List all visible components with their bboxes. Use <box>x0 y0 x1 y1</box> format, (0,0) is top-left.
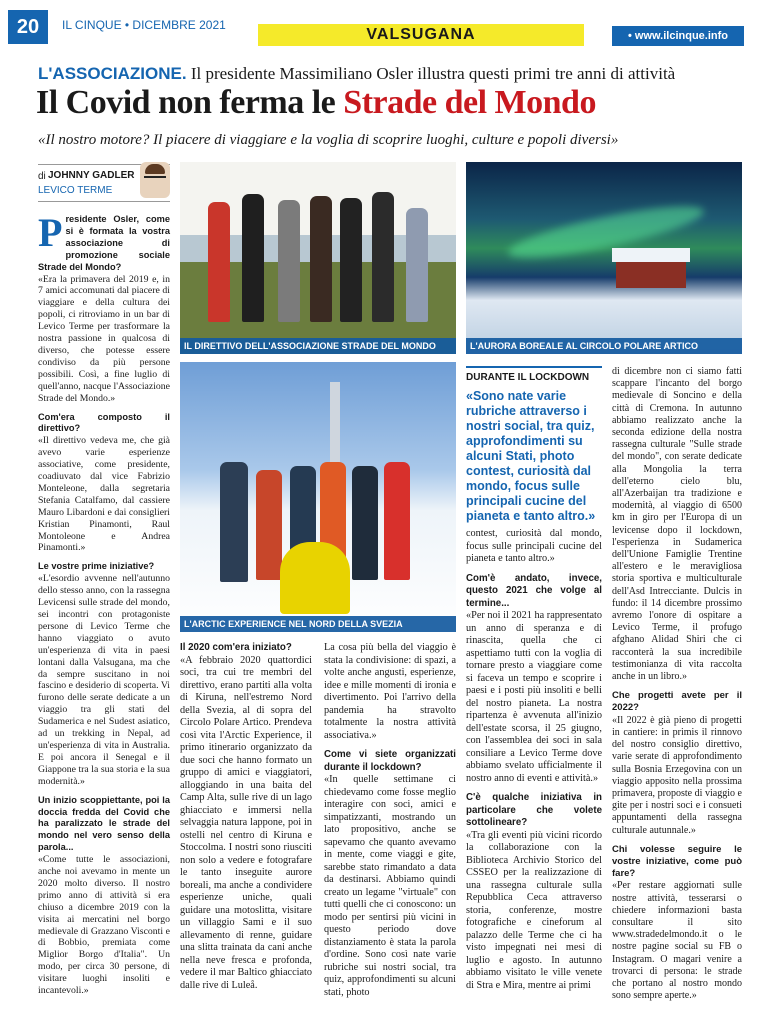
author-location: LEVICO TERME <box>38 185 113 196</box>
question: C'è qualche iniziativa in particolare che volete sottolineare? <box>466 792 602 828</box>
photo-board-group <box>180 162 456 354</box>
headline-red: Strade del Mondo <box>343 84 596 121</box>
question: Le vostre prime iniziative? <box>38 561 155 572</box>
article-column-2 <box>180 642 312 999</box>
page-number: 20 <box>8 10 48 44</box>
article-column-4 <box>466 528 602 999</box>
answer: «A febbraio 2020 quattordici soci, tra cui tre membri del direttivo, erano partiti alla volta di Kiruna, nell'estremo Nord della Svezia, al di sopra del Circolo Polare Artico. Prendeva così vita l'Arctic Experience, il primo itinerario organizzato da due soci che hanno formato un gruppo di amici e viaggiatori, alloggiando in una baita del Camp Alta, sulle rive di un lago ghiacciato e immersi nella selvaggia natura lappone, poi in ostelli nel centro di Kiruna e Stoccolma. I nostri sono riusciti non solo a vedere e fotografare le tanto inseguite aurore boreali, ma anche a condividere esperienze uniche, quali guidare una motoslitta, visitare un villaggio Sami e il suo allevamento di renne, guidare una slitta trainata da cani anche nella neve fresca e profonda, vedere il mar Baltico ghiacciato dalle rive di Luleå. <box>180 654 312 991</box>
pull-quote-text: «Sono nate varie rubriche attraverso i nostri social, tra quiz, approfondimenti su alcuni Stati, photo contest, curiosità dal mondo, focus sulle principali cucine del pianeta e tanto altro.» <box>466 389 596 523</box>
answer: contest, curiosità dal mondo, focus sulle principali cucine del pianeta e tanto altro.» <box>466 528 602 564</box>
photo-board-caption: IL DIRETTIVO DELL'ASSOCIAZIONE STRADE DEL MONDO <box>180 338 456 354</box>
question: Un inizio scoppiettante, poi la doccia fredda del Covid che ha paralizzato le strade del mondo nel vero senso della parola... <box>38 794 170 853</box>
photo-arctic-caption: L'ARCTIC EXPERIENCE NEL NORD DELLA SVEZIA <box>180 616 456 632</box>
question: Com'era composto il direttivo? <box>38 411 170 434</box>
author-avatar <box>140 162 170 198</box>
headline <box>36 84 748 122</box>
question: Il 2020 com'era iniziato? <box>180 642 292 653</box>
question: Come vi siete organizzati durante il lockdown? <box>324 749 456 773</box>
kicker-text: Il presidente Massimiliano Osler illustra questi primi tre anni di attività <box>186 64 676 83</box>
byline-prefix: di <box>38 171 46 182</box>
kicker <box>38 64 748 84</box>
top-bar <box>0 0 772 48</box>
photo-aurora-caption: L'AURORA BOREALE AL CIRCOLO POLARE ARTICO <box>466 338 742 354</box>
photo-arctic-group <box>180 362 456 632</box>
pull-quote-box <box>466 366 602 522</box>
author-name: JOHNNY GADLER <box>48 170 135 181</box>
question: residente Osler, come si è formata la vostra associazione di promozione sociale Strade del Mondo? <box>38 214 170 272</box>
website-link[interactable]: • www.ilcinque.info <box>612 26 744 46</box>
headline-black: Il Covid non ferma le <box>36 84 344 121</box>
answer: «Per noi il 2021 ha rappresentato un anno di speranza e di rinascita, quella che ci aspettiamo tutti con la voglia di tornare presto a viaggiare come si faceva un tempo e scoprire i paesi e i posti più insoliti e belli del nostro pianeta. La nostra ripartenza è avvenuta all'inizio dell'estate scorsa, il 25 giugno, con l'assemblea dei soci in sala consiliare a Levico Terme dove abbiamo svelato ufficialmente il nostro anno di eventi e attività.» <box>466 610 602 784</box>
answer: «L'esordio avvenne nell'autunno dello stesso anno, con la rassegna Levicensi sulle strade del mondo, sei incontri con protagoniste persone di Levico Terme che hanno viaggiato o avuto un'esperienza di vita in paesi lontani dalla Valsugana, ma che da sempre suscitano in noi fascino e desiderio di scoperta. Vi furono delle serate dedicate a un viaggio tra gli stati del Sudamerica e nel Sudest asiatico, ad un trekking in Nepal, ad un'esperienza di vita in Australia. E poi ancora il Senegal e il Giappone tra la sua storia e la sua modernità.» <box>38 573 170 787</box>
answer: «Tra gli eventi più vicini ricordo la collaborazione con la Biblioteca Archivio Storico del CSSEO per la realizzazione di una rassegna culturale sulla Repubblica Ceca attraverso storia, conferenze, mostre fotografiche e cineforum al palazzo delle Terme che ci ha visto impegnati nei mesi di luglio e agosto. In autunno abbiamo visitato le ville venete di Stra e Mira, mentre ai primi <box>466 829 602 991</box>
answer: «Come tutte le associazioni, anche noi avevamo in mente un 2020 molto diverso. Il nostro primo anno di attività si era chiuso a dicembre 2019 con la visita ai mercatini nel borgo medievale di Grazzano Visconti e di Bobbio, premiata come Miglior Borgo d'Italia". Un modo, per circa 30 persone, di visitare luoghi insoliti e incantevoli.» <box>38 854 170 997</box>
answer: «Per restare aggiornati sulle nostre attività, tesserarsi o chiedere informazioni basta consultare il sito www.stradedelmondo.it o le nostre pagine social su FB o Instagram. O magari venire a trovarci di persona: le strade che portano al nostro mondo sono sempre aperte.» <box>612 880 742 1002</box>
drop-cap: P <box>38 210 63 255</box>
article-column-1 <box>38 210 170 1004</box>
question: Che progetti avete per il 2022? <box>612 690 742 714</box>
answer: di dicembre non ci siamo fatti scappare l'incanto del borgo medievale di Soncino e della città di Cremona. In autunno abbiamo realizzato anche la seconda edizione della nostra rassegna culturale "Sulle strade del mondo", con serate dedicate alla Mongolia la terra dell'eterno cielo blu, all'Azerbaijan tra tradizione e modernità, al viaggio di 6500 km in giro per l'Europa di un levicense dopo il lockdown, l'esperienza in Sudamerica dell'Unione Famiglie Trentine all'estero e le meravigliosa storia sportiva e multiculturale dell'Asd Intrecciante. Dulcis in fundo: il 14 dicembre prossimo avremo l'onore di ospitare a Levico Terme, il profugo afghano Alidad Shiri che ci racconterà la sua incredibile testimonianza di vita raccolta anche in un libro.» <box>612 366 742 683</box>
answer: La cosa più bella del viaggio è stata la condivisione: di spazi, a volte anche angusti, esperienze, idee e mille momenti di ironia e divertimento. Poi l'arrivo della pandemia ha stravolto totalmente la nostra attività associativa.» <box>324 642 456 741</box>
photo-aurora <box>466 162 742 354</box>
answer: «Il 2022 è già pieno di progetti in cantiere: in primis il rinnovo del nostro consiglio direttivo, varie serate di approfondimento sulla Bosnia Erzegovina con un viaggio apposito nella prossima primavera, proposte di viaggio e gite per i nostri soci e i consueti appuntamenti della rassegna culturale autunnale.» <box>612 714 742 836</box>
answer: «Il direttivo vedeva me, che già avevo varie esperienze associative, come presidente, coadiuvato dal vice Fabrizio Monteleone, dalla segretaria Stefania Catalfamo, dal cassiere Mauro Libardoni e dai consiglieri Kristian Pinamonti, Raul Montoleone e Andrea Pinamonti.» <box>38 435 170 554</box>
answer: «In quelle settimane ci chiedevamo come fosse meglio interagire con soci, amici e simpatizzanti, mostrando un lato propositivo, anche se sapevamo che quanto avevamo in mente, come viaggi e gite, sarebbe stato rimandato a data da destinarsi. Abbiamo quindi creato un legame "virtuale" con tutti quelli che ci conoscono: un modo per sentirsi più vicini in questo periodo dove distanziamento è stata la parola d'ordine. Sono così nate varie rubriche sui nostri social, tra quiz, approfondimenti su alcuni stati, photo <box>324 774 456 998</box>
article-column-5 <box>612 366 742 1009</box>
section-banner: VALSUGANA <box>258 24 584 46</box>
issue-date: IL CINQUE • DICEMBRE 2021 <box>62 18 226 32</box>
article-column-3 <box>324 642 456 1006</box>
question: Com'è andato, invece, questo 2021 che volge al termine... <box>466 572 602 609</box>
answer: «Era la primavera del 2019 e, in 7 amici accomunati dal piacere di viaggiare e della cultura dei popoli, ci ritroviamo in un bar di Levico Terme per trasformare la nostra passione in qualcosa di diverso, che potesse essere condiviso da più persone possibili. Così, a fine luglio di quell'anno, nacque l'Associazione Strade del Mondo.» <box>38 273 170 404</box>
subheadline: «Il nostro motore? Il piacere di viaggiare e la voglia di scoprire luoghi, culture e popoli diversi» <box>38 132 619 148</box>
question: Chi volesse seguire le vostre iniziative, come può fare? <box>612 843 742 880</box>
pull-quote-title: DURANTE IL LOCKDOWN <box>466 372 590 383</box>
kicker-label: L'ASSOCIAZIONE. <box>38 64 187 83</box>
